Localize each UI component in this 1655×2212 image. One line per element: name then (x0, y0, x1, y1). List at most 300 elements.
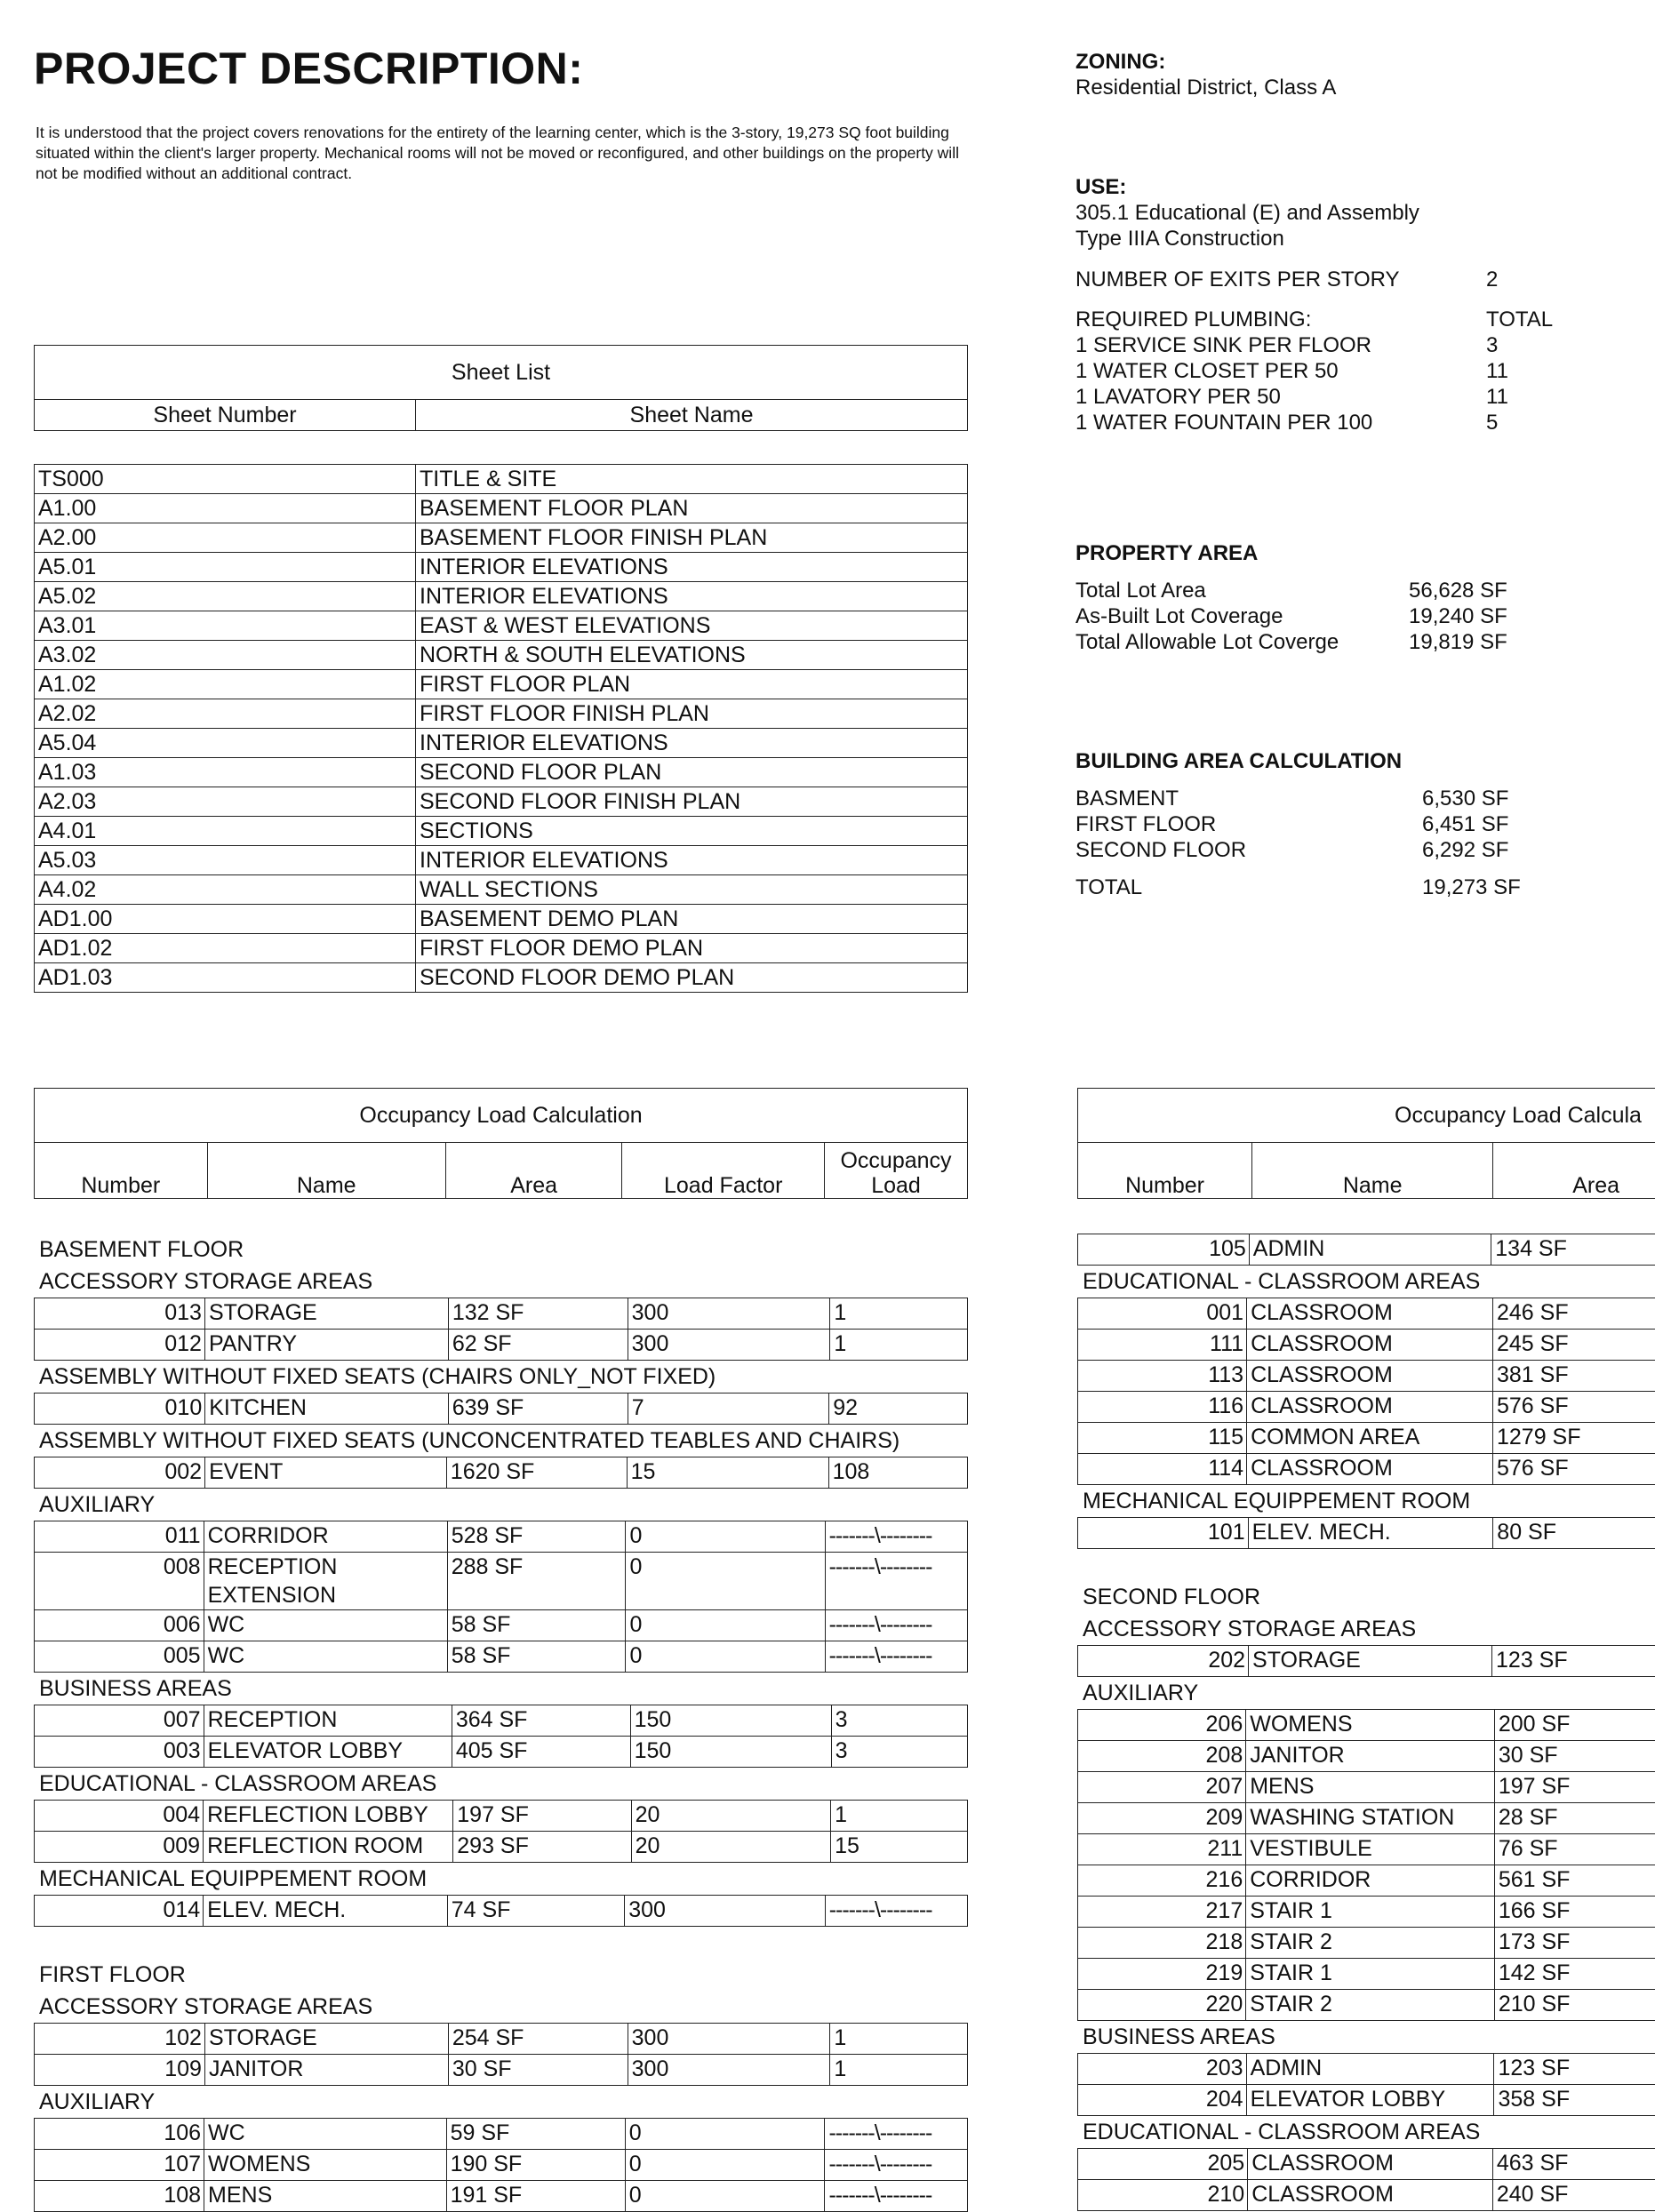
plumbing-row (1075, 332, 1553, 358)
sheet-name: INTERIOR ELEVATIONS (416, 582, 968, 611)
use-line1: 305.1 Educational (E) and Assembly (1075, 200, 1419, 226)
plumbing-row (1075, 358, 1553, 384)
room-number: 206 (1078, 1710, 1246, 1741)
room-number: 105 (1078, 1234, 1250, 1266)
occupancy-load: 15 (831, 1832, 968, 1863)
room-area: 59 SF (446, 2119, 625, 2150)
sheet-number: A5.03 (35, 846, 416, 875)
building-label: BUILDING AREA CALCULATION (1075, 748, 1521, 774)
occupancy-row (1078, 2085, 1655, 2116)
occupancy-load: -------\-------- (825, 1641, 967, 1673)
room-name: CLASSROOM (1247, 1298, 1493, 1330)
sheet-number: A4.02 (35, 875, 416, 905)
occupancy-row (1078, 1710, 1655, 1741)
occupancy-section-label: SECOND FLOOR (1077, 1581, 1655, 1613)
room-area: 197 SF (1494, 1772, 1655, 1803)
room-name: STAIR 2 (1246, 1928, 1495, 1959)
building-row-value: 6,292 SF (1422, 837, 1508, 863)
property-row-value: 19,819 SF (1409, 629, 1507, 655)
load-factor: 0 (626, 1553, 825, 1610)
room-area: 1279 SF (1493, 1423, 1655, 1454)
room-name: CLASSROOM (1247, 1330, 1493, 1361)
sheet-row (35, 641, 968, 670)
property-label: PROPERTY AREA (1075, 540, 1507, 566)
sheet-number-header: Sheet Number (35, 400, 416, 431)
room-area: 576 SF (1493, 1454, 1655, 1485)
occupancy-row (1078, 1518, 1655, 1549)
property-row-name: Total Lot Area (1075, 578, 1409, 603)
room-number: 202 (1078, 1646, 1249, 1677)
room-number: 114 (1078, 1454, 1247, 1485)
occupancy-section-label: AUXILIARY (1077, 1677, 1655, 1709)
occupancy-section-label: FIRST FLOOR (34, 1959, 968, 1991)
sheet-name: SECTIONS (416, 817, 968, 846)
occupancy-row (35, 2055, 968, 2086)
occupancy-section-label: EDUCATIONAL - CLASSROOM AREAS (1077, 2116, 1655, 2148)
plumbing-label: REQUIRED PLUMBING: (1075, 307, 1486, 332)
room-name: JANITOR (204, 2055, 448, 2086)
occupancy-section-label: ACCESSORY STORAGE AREAS (34, 1991, 968, 2023)
occupancy-row (1078, 1454, 1655, 1485)
occupancy-row (35, 2024, 968, 2055)
plumbing-item: 1 LAVATORY PER 50 (1075, 384, 1486, 410)
occupancy-row (1078, 2054, 1655, 2085)
occupancy-row (1078, 1330, 1655, 1361)
sheet-name: TITLE & SITE (416, 465, 968, 494)
room-area: 74 SF (447, 1896, 624, 1927)
occupancy-row (1078, 2180, 1655, 2211)
occupancy-row (35, 1896, 968, 1927)
occupancy-col-header: Name (207, 1143, 445, 1199)
load-factor: 150 (630, 1737, 831, 1768)
sheet-row (35, 875, 968, 905)
sheet-number: A2.02 (35, 699, 416, 729)
load-factor: 0 (626, 1641, 825, 1673)
occupancy-group-table (34, 2118, 968, 2212)
occupancy-group-table (34, 1800, 968, 1863)
plumbing-row (1075, 410, 1553, 435)
room-name: VESTIBULE (1246, 1834, 1495, 1865)
sheet-number: A1.03 (35, 758, 416, 787)
occupancy-header-left (34, 1088, 968, 1199)
room-area: 28 SF (1494, 1803, 1655, 1834)
sheet-number: AD1.03 (35, 963, 416, 993)
property-row-name: Total Allowable Lot Coverge (1075, 629, 1409, 655)
occupancy-group-table (1077, 1709, 1655, 2021)
occupancy-section-label: BUSINESS AREAS (1077, 2021, 1655, 2053)
occupancy-header-right (1077, 1088, 1655, 1199)
room-name: WC (204, 2119, 447, 2150)
sheet-row (35, 963, 968, 993)
occupancy-load: -------\-------- (825, 2150, 968, 2181)
occupancy-col-header: Number (35, 1143, 208, 1199)
occupancy-load: 1 (830, 2024, 968, 2055)
occupancy-group-table (1077, 1517, 1655, 1549)
occupancy-group-table (34, 1298, 968, 1361)
sheet-number: AD1.02 (35, 934, 416, 963)
room-area: 58 SF (447, 1641, 626, 1673)
occupancy-load: -------\-------- (825, 2119, 968, 2150)
sheet-list-header-table (34, 345, 968, 431)
occupancy-row (35, 1393, 968, 1425)
occupancy-section-label: BASEMENT FLOOR (34, 1234, 968, 1266)
occupancy-col-header: Area (445, 1143, 622, 1199)
occupancy-row (1078, 1897, 1655, 1928)
sheet-number: A1.02 (35, 670, 416, 699)
room-number: 014 (35, 1896, 204, 1927)
sheet-row (35, 699, 968, 729)
property-block (1075, 540, 1507, 655)
room-area: 245 SF (1493, 1330, 1655, 1361)
sheet-list-table (34, 464, 968, 993)
sheet-name: BASEMENT FLOOR FINISH PLAN (416, 523, 968, 553)
room-name: ADMIN (1249, 1234, 1491, 1266)
zoning-label: ZONING: (1075, 49, 1336, 75)
room-name: MENS (1246, 1772, 1495, 1803)
sheet-row (35, 787, 968, 817)
room-number: 217 (1078, 1897, 1246, 1928)
occupancy-row (35, 1610, 968, 1641)
room-name: MENS (204, 2181, 447, 2212)
occupancy-section-label: AUXILIARY (34, 1489, 968, 1521)
property-row (1075, 629, 1507, 655)
sheet-number: A5.01 (35, 553, 416, 582)
property-row-name: As-Built Lot Coverage (1075, 603, 1409, 629)
sheet-row (35, 846, 968, 875)
occupancy-row (1078, 1423, 1655, 1454)
occupancy-row (35, 2150, 968, 2181)
room-name: CORRIDOR (204, 1521, 447, 1553)
room-name: WASHING STATION (1246, 1803, 1495, 1834)
room-area: 561 SF (1494, 1865, 1655, 1897)
plumbing-item: 1 SERVICE SINK PER FLOOR (1075, 332, 1486, 358)
occupancy-section-label: MECHANICAL EQUIPPEMENT ROOM (34, 1863, 968, 1895)
occupancy-row (35, 1298, 968, 1330)
room-name: ADMIN (1246, 2054, 1494, 2085)
use-block (1075, 174, 1419, 252)
room-area: 62 SF (448, 1330, 628, 1361)
load-factor: 150 (630, 1705, 831, 1737)
building-row (1075, 786, 1521, 811)
occupancy-row (35, 1705, 968, 1737)
occupancy-row (1078, 1990, 1655, 2021)
occupancy-group-table (1077, 2053, 1655, 2116)
occupancy-group-table (1077, 1234, 1655, 1266)
room-name: STAIR 1 (1246, 1959, 1495, 1990)
room-name: CLASSROOM (1248, 2180, 1493, 2211)
room-area: 528 SF (447, 1521, 626, 1553)
occupancy-group-table (1077, 2148, 1655, 2211)
room-name: CORRIDOR (1246, 1865, 1495, 1897)
room-area: 576 SF (1493, 1392, 1655, 1423)
building-row-value: 6,530 SF (1422, 786, 1508, 811)
room-name: ELEV. MECH. (204, 1896, 448, 1927)
plumbing-total: 5 (1486, 410, 1498, 435)
sheet-row (35, 582, 968, 611)
property-row (1075, 578, 1507, 603)
sheet-name: FIRST FLOOR DEMO PLAN (416, 934, 968, 963)
sheet-row (35, 523, 968, 553)
room-number: 207 (1078, 1772, 1246, 1803)
room-number: 109 (35, 2055, 205, 2086)
building-row-name: FIRST FLOOR (1075, 811, 1422, 837)
room-number: 208 (1078, 1741, 1246, 1772)
occupancy-row (35, 1457, 968, 1489)
sheet-name-header: Sheet Name (416, 400, 968, 431)
occupancy-row (35, 1521, 968, 1553)
load-factor: 0 (625, 2150, 825, 2181)
sheet-number: AD1.00 (35, 905, 416, 934)
room-area: 190 SF (446, 2150, 625, 2181)
sheet-name: SECOND FLOOR DEMO PLAN (416, 963, 968, 993)
room-name: CLASSROOM (1247, 1454, 1493, 1485)
exits-label: NUMBER OF EXITS PER STORY (1075, 267, 1486, 292)
occupancy-load: -------\-------- (825, 1521, 967, 1553)
occupancy-row (35, 1553, 968, 1610)
sheet-name: BASEMENT FLOOR PLAN (416, 494, 968, 523)
occupancy-col-header: Number (1078, 1143, 1252, 1199)
sheet-name: INTERIOR ELEVATIONS (416, 846, 968, 875)
section-spacer (34, 1927, 968, 1959)
section-spacer (1077, 1549, 1655, 1581)
load-factor: 15 (627, 1457, 828, 1489)
occupancy-row (1078, 1361, 1655, 1392)
room-number: 006 (35, 1610, 204, 1641)
occupancy-row (1078, 1646, 1655, 1677)
load-factor: 20 (631, 1801, 830, 1832)
building-row-name: SECOND FLOOR (1075, 837, 1422, 863)
sheet-number: A5.02 (35, 582, 416, 611)
sheet-name: WALL SECTIONS (416, 875, 968, 905)
occupancy-col-header: Load Factor (622, 1143, 825, 1199)
occupancy-col-header: Name (1252, 1143, 1493, 1199)
load-factor: 300 (628, 2055, 830, 2086)
property-row-value: 19,240 SF (1409, 603, 1507, 629)
room-number: 205 (1078, 2149, 1248, 2180)
sheet-name: FIRST FLOOR FINISH PLAN (416, 699, 968, 729)
property-row (1075, 603, 1507, 629)
plumbing-total: 11 (1486, 358, 1508, 384)
room-number: 011 (35, 1521, 204, 1553)
occupancy-row (35, 1832, 968, 1863)
room-area: 288 SF (447, 1553, 626, 1610)
load-factor: 300 (628, 1298, 830, 1330)
room-name: ELEVATOR LOBBY (1246, 2085, 1494, 2116)
occupancy-group-table (34, 1393, 968, 1425)
room-name: WC (204, 1641, 447, 1673)
occupancy-row (1078, 1772, 1655, 1803)
building-row-value: 6,451 SF (1422, 811, 1508, 837)
sheet-number: A3.02 (35, 641, 416, 670)
occupancy-row (1078, 1803, 1655, 1834)
sheet-row (35, 905, 968, 934)
sheet-row (35, 494, 968, 523)
occupancy-row (1078, 2149, 1655, 2180)
room-name: COMMON AREA (1247, 1423, 1493, 1454)
occupancy-section-label: BUSINESS AREAS (34, 1673, 968, 1705)
sheet-number: A5.04 (35, 729, 416, 758)
building-total-label: TOTAL (1075, 874, 1422, 900)
room-area: 358 SF (1494, 2085, 1655, 2116)
room-number: 010 (35, 1393, 205, 1425)
room-number: 107 (35, 2150, 204, 2181)
room-name: WOMENS (1246, 1710, 1495, 1741)
room-area: 405 SF (452, 1737, 630, 1768)
room-number: 115 (1078, 1423, 1247, 1454)
plumbing-header (1075, 307, 1553, 332)
room-area: 166 SF (1494, 1897, 1655, 1928)
exits-value: 2 (1486, 268, 1498, 291)
room-name: PANTRY (204, 1330, 448, 1361)
occupancy-body-left (34, 1234, 968, 2212)
room-number: 209 (1078, 1803, 1246, 1834)
plumbing-item: 1 WATER CLOSET PER 50 (1075, 358, 1486, 384)
occupancy-section-label: MECHANICAL EQUIPPEMENT ROOM (1077, 1485, 1655, 1517)
sheet-name: SECOND FLOOR PLAN (416, 758, 968, 787)
occupancy-group-table (34, 1705, 968, 1768)
sheet-name: FIRST FLOOR PLAN (416, 670, 968, 699)
sheet-row (35, 465, 968, 494)
sheet-name: INTERIOR ELEVATIONS (416, 729, 968, 758)
room-area: 191 SF (446, 2181, 625, 2212)
room-name: JANITOR (1246, 1741, 1495, 1772)
occupancy-load: -------\-------- (825, 1553, 967, 1610)
room-number: 009 (35, 1832, 204, 1863)
occupancy-row (1078, 1741, 1655, 1772)
occupancy-section-label: ACCESSORY STORAGE AREAS (34, 1266, 968, 1298)
occupancy-load: 1 (831, 1801, 968, 1832)
room-area: 76 SF (1494, 1834, 1655, 1865)
zoning-value: Residential District, Class A (1075, 75, 1336, 100)
room-number: 106 (35, 2119, 204, 2150)
sheet-row (35, 729, 968, 758)
room-area: 1620 SF (446, 1457, 627, 1489)
room-area: 30 SF (448, 2055, 628, 2086)
sheet-name: EAST & WEST ELEVATIONS (416, 611, 968, 641)
room-number: 002 (35, 1457, 205, 1489)
room-area: 134 SF (1491, 1234, 1655, 1266)
room-name: WOMENS (204, 2150, 447, 2181)
occupancy-load: -------\-------- (825, 2181, 968, 2212)
room-name: STORAGE (1249, 1646, 1492, 1677)
room-number: 216 (1078, 1865, 1246, 1897)
sheet-row (35, 934, 968, 963)
load-factor: 0 (625, 2181, 825, 2212)
room-number: 004 (35, 1801, 204, 1832)
room-number: 203 (1078, 2054, 1247, 2085)
load-factor: 300 (628, 2024, 830, 2055)
occupancy-load: 1 (830, 1298, 968, 1330)
occupancy-row (35, 2119, 968, 2150)
room-area: 240 SF (1492, 2180, 1655, 2211)
room-number: 101 (1078, 1518, 1249, 1549)
room-name: RECEPTION EXTENSION (204, 1553, 447, 1610)
plumbing-total-label: TOTAL (1486, 307, 1553, 332)
use-label: USE: (1075, 174, 1419, 200)
occupancy-load: 3 (831, 1705, 967, 1737)
room-number: 111 (1078, 1330, 1247, 1361)
sheet-number: A3.01 (35, 611, 416, 641)
occupancy-load: 1 (830, 1330, 968, 1361)
sheet-name: SECOND FLOOR FINISH PLAN (416, 787, 968, 817)
occupancy-row (1078, 1865, 1655, 1897)
occupancy-row (1078, 1834, 1655, 1865)
sheet-number: A4.01 (35, 817, 416, 846)
building-block (1075, 748, 1521, 900)
load-factor: 0 (626, 1610, 825, 1641)
room-name: STAIR 2 (1246, 1990, 1495, 2021)
zoning-block (1075, 49, 1336, 100)
occupancy-row (1078, 1234, 1655, 1266)
plumbing-total: 3 (1486, 332, 1498, 358)
room-name: REFLECTION ROOM (204, 1832, 453, 1863)
room-number: 003 (35, 1737, 204, 1768)
sheet-number: A2.00 (35, 523, 416, 553)
room-number: 013 (35, 1298, 205, 1330)
occupancy-group-table (1077, 1645, 1655, 1677)
room-area: 246 SF (1493, 1298, 1655, 1330)
room-area: 123 SF (1494, 2054, 1655, 2085)
plumbing-block (1075, 307, 1553, 435)
room-number: 204 (1078, 2085, 1247, 2116)
room-name: KITCHEN (205, 1393, 448, 1425)
occupancy-row (1078, 1298, 1655, 1330)
room-area: 173 SF (1494, 1928, 1655, 1959)
occupancy-section-label: EDUCATIONAL - CLASSROOM AREAS (34, 1768, 968, 1800)
occupancy-row (35, 1330, 968, 1361)
project-intro: It is understood that the project covers renovations for the entirety of the learning center, which is the 3-story, 19,273 SQ foot building situated within the client's larger property. Mechanical rooms will not be moved or reconfigured, and other buildings on the property will not be modified without an additional contract. (36, 123, 978, 184)
occupancy-row (35, 1641, 968, 1673)
load-factor: 300 (625, 1896, 826, 1927)
room-name: RECEPTION (204, 1705, 452, 1737)
occupancy-load: 1 (830, 2055, 968, 2086)
occupancy-section-label: ASSEMBLY WITHOUT FIXED SEATS (UNCONCENTRATED TEABLES AND CHAIRS) (34, 1425, 968, 1457)
use-line2: Type IIIA Construction (1075, 226, 1419, 252)
room-number: 012 (35, 1330, 205, 1361)
occupancy-body-right (1077, 1234, 1655, 2211)
room-number: 007 (35, 1705, 204, 1737)
sheet-row (35, 553, 968, 582)
room-area: 30 SF (1494, 1741, 1655, 1772)
room-name: WC (204, 1610, 447, 1641)
sheet-name: NORTH & SOUTH ELEVATIONS (416, 641, 968, 670)
sheet-row (35, 611, 968, 641)
room-name: ELEVATOR LOBBY (204, 1737, 452, 1768)
property-row-value: 56,628 SF (1409, 578, 1507, 603)
occupancy-row (1078, 1928, 1655, 1959)
room-number: 116 (1078, 1392, 1247, 1423)
building-row-name: BASMENT (1075, 786, 1422, 811)
sheet-name: INTERIOR ELEVATIONS (416, 553, 968, 582)
occupancy-col-header: Area (1493, 1143, 1655, 1199)
exits-block (1075, 267, 1498, 292)
room-area: 123 SF (1492, 1646, 1655, 1677)
room-name: CLASSROOM (1247, 1392, 1493, 1423)
room-number: 008 (35, 1553, 204, 1610)
occupancy-load: -------\-------- (825, 1610, 967, 1641)
occupancy-load: 108 (828, 1457, 967, 1489)
occupancy-row (35, 1801, 968, 1832)
room-area: 639 SF (448, 1393, 628, 1425)
room-name: CLASSROOM (1247, 1361, 1493, 1392)
room-area: 142 SF (1494, 1959, 1655, 1990)
room-area: 200 SF (1494, 1710, 1655, 1741)
sheet-number: A1.00 (35, 494, 416, 523)
occupancy-group-table (34, 1457, 968, 1489)
load-factor: 300 (628, 1330, 830, 1361)
room-number: 211 (1078, 1834, 1246, 1865)
room-number: 219 (1078, 1959, 1246, 1990)
